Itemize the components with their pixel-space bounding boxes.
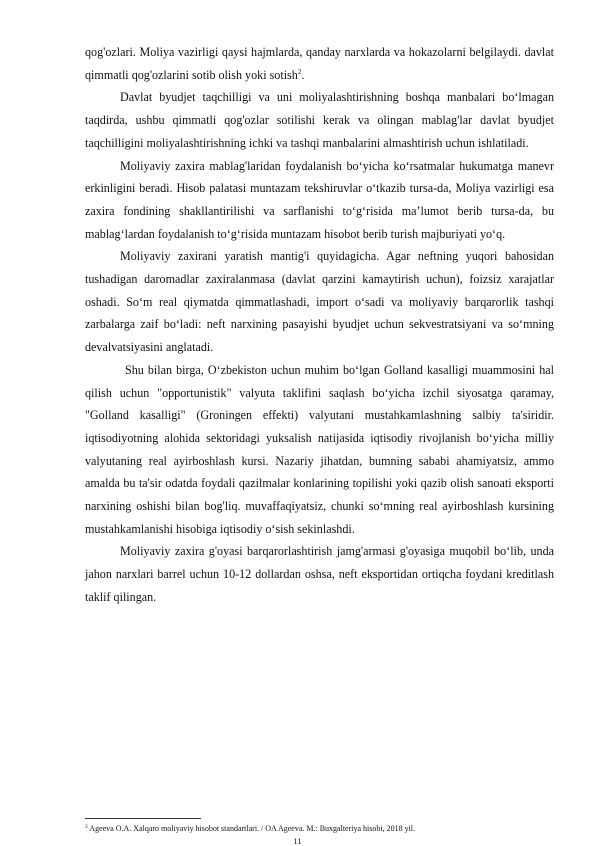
paragraph-4: Moliyaviy zaxirani yaratish mantig'i quyidagicha. Agar neftning yuqori bahosidan tushadigan daromadlar zaxiralanmasa (davlat qarzini kamaytirish uchun), foizsiz xarajatlar oshadi. So‘m real qiymatda qimmatlashadi, import o‘sadi va moliyaviy barqarorlik tashqi zarbalarga zaif bo‘ladi: neft narxining pasayishi byudjet uchun sekvestratsiyani va so‘mning devalvatsiyasini anglatadi. (85, 249, 554, 355)
paragraph-5: Shu bilan birga, O‘zbekiston uchun muhim bo‘lgan Golland kasalligi muammosini hal qilish uchun "opportunistik" valyuta taklifini saqlash bo‘yicha izchil siyosatga qaramay, "Golland kasalligi" (Groningen effekti) valyutani mustahkamlashning salbiy ta'siridir. iqtisodiyotning alohida sektoridagi yuksalish natijasida iqtisodiy rivojlanish bo‘yicha milliy valyutaning real ayirboshlash kursi. Nazariy jihatdan, bumning sababi ahamiyatsiz, ammo amalda bu ta'sir odatda foydali qazilmalar konlarining topilishi yoki qazib olish sanoati eksporti narxining oshishi bilan bog'liq. muvaffaqiyatsiz, chunki so‘mning real ayirboshlash kursining mustahkamlanishi hisobiga iqtisodiy o‘sish sekinlashdi. (85, 362, 554, 536)
paragraph-2: Davlat byudjet taqchilligi va uni moliyalashtirishning boshqa manbalari bo‘lmagan taqdirda, ushbu qimmatli qog'ozlar sotilishi kerak va olingan mablag'lar davlat byudjet taqchilligini moliyalashtirishning ichki va tashqi manbalarini almashtirish uchun ishlatiladi. (85, 90, 554, 150)
page-number: 11 (293, 836, 302, 846)
paragraph-1 (85, 41, 554, 86)
document-body (85, 41, 554, 609)
footnote-marker: 2 (85, 824, 88, 830)
paragraph-1-text: qog'ozlari. Moliya vazirligi qaysi hajmlarda, qanday narxlarda va hokazolarni belgilaydi. davlat qimmatli qog'ozlarini sotib olish yoki sotish (85, 45, 554, 82)
paragraph-3: Moliyaviy zaxira mablag'laridan foydalanish bo‘yicha ko‘rsatmalar hukumatga manevr erkinligini beradi. Hisob palatasi muntazam tekshiruvlar o‘tkazib tursa-da, Moliya vazirligi esa zaxira fondining shakllantirilishi va sarflanishi to‘g‘risida ma’lumot berib tursa-da, bu mablag‘lardan foydalanish to‘g‘risida muntazam hisobot berib turish majburiyati yo‘q. (85, 158, 554, 241)
footnote-text: Ageeva O.A. Xalqaro moliyaviy hisobot standartlari. / OA Ageeva. M.: Buxgalteriya hisobi, 2018 yil. (87, 824, 416, 833)
paragraph-1-end: . (301, 67, 305, 82)
paragraph-6: Moliyaviy zaxira g'oyasi barqarorlashtirish jamg'armasi g'oyasiga muqobil bo‘lib, unda jahon narxlari barrel uchun 10-12 dollardan oshsa, neft eksportidan ortiqcha foydani kreditlash taklif qilingan. (85, 544, 554, 604)
footnote-reference[interactable]: 2 (297, 67, 302, 76)
footnote-separator (85, 818, 201, 819)
footnote (85, 824, 415, 833)
